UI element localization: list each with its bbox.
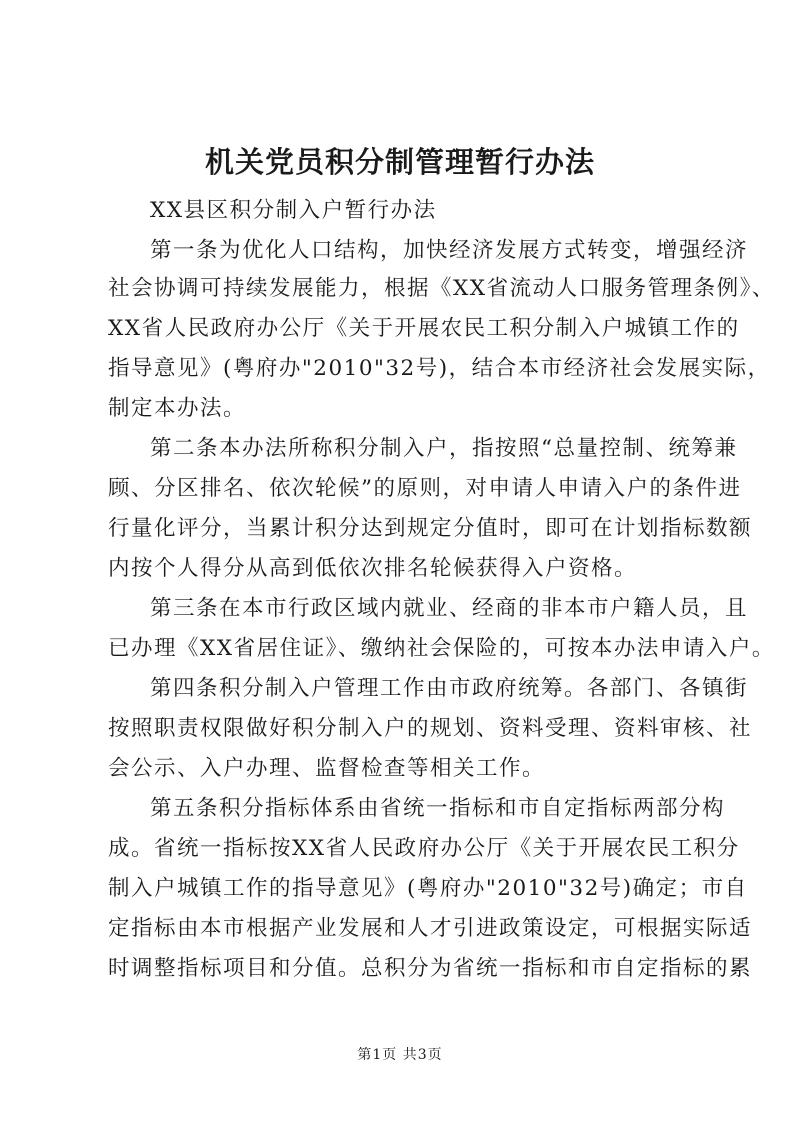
paragraph-line: 按照职责权限做好积分制入户的规划、资料受理、资料审核、社 [108,716,753,741]
paragraph-line: 会公示、入户办理、监督检查等相关工作。 [108,756,546,781]
paragraph-line: 第一条为优化人口结构，加快经济发展方式转变，增强经济 [150,238,749,263]
paragraph-line: 第二条本办法所称积分制入户，指按照“总量控制、统筹兼 [150,436,738,461]
paragraph-line: 行量化评分，当累计积分达到规定分值时，即可在计划指标数额 [108,516,753,541]
paragraph-line: 第四条积分制入户管理工作由市政府统筹。各部门、各镇街 [150,676,749,701]
paragraph-line: 时调整指标项目和分值。总积分为省统一指标和市自定指标的累 [108,956,753,981]
paragraph-line: 已办理《XX省居住证》、缴纳社会保险的，可按本办法申请入户。 [108,636,775,661]
paragraph-line: 顾、分区排名、依次轮候”的原则，对申请人申请入户的条件进 [108,476,742,501]
paragraph-line: 社会协调可持续发展能力，根据《XX省流动人口服务管理条例》、 [108,276,775,301]
paragraph-line: 第五条积分指标体系由省统一指标和市自定指标两部分构 [150,796,726,821]
page-number: 第1页 共3页 [357,1047,443,1063]
paragraph-line: 制定本办法。 [108,396,247,421]
paragraph-line: 成。省统一指标按XX省人民政府办公厅《关于开展农民工积分 [108,836,740,861]
paragraph-line: 指导意见》(粤府办"2010"32号)，结合本市经济社会发展实际， [108,356,771,381]
document-title: 机关党员积分制管理暂行办法 [204,145,595,179]
paragraph-line: 第三条在本市行政区域内就业、经商的非本市户籍人员，且 [150,596,749,621]
paragraph-line: XX省人民政府办公厅《关于开展农民工积分制入户城镇工作的 [108,316,740,341]
paragraph-line: 制入户城镇工作的指导意见》(粤府办"2010"32号)确定；市自 [108,876,748,901]
paragraph-line: 内按个人得分从高到低依次排名轮候获得入户资格。 [108,556,638,581]
subtitle-line: XX县区积分制入户暂行办法 [150,198,437,223]
paragraph-line: 定指标由本市根据产业发展和人才引进政策设定，可根据实际适 [108,916,753,941]
